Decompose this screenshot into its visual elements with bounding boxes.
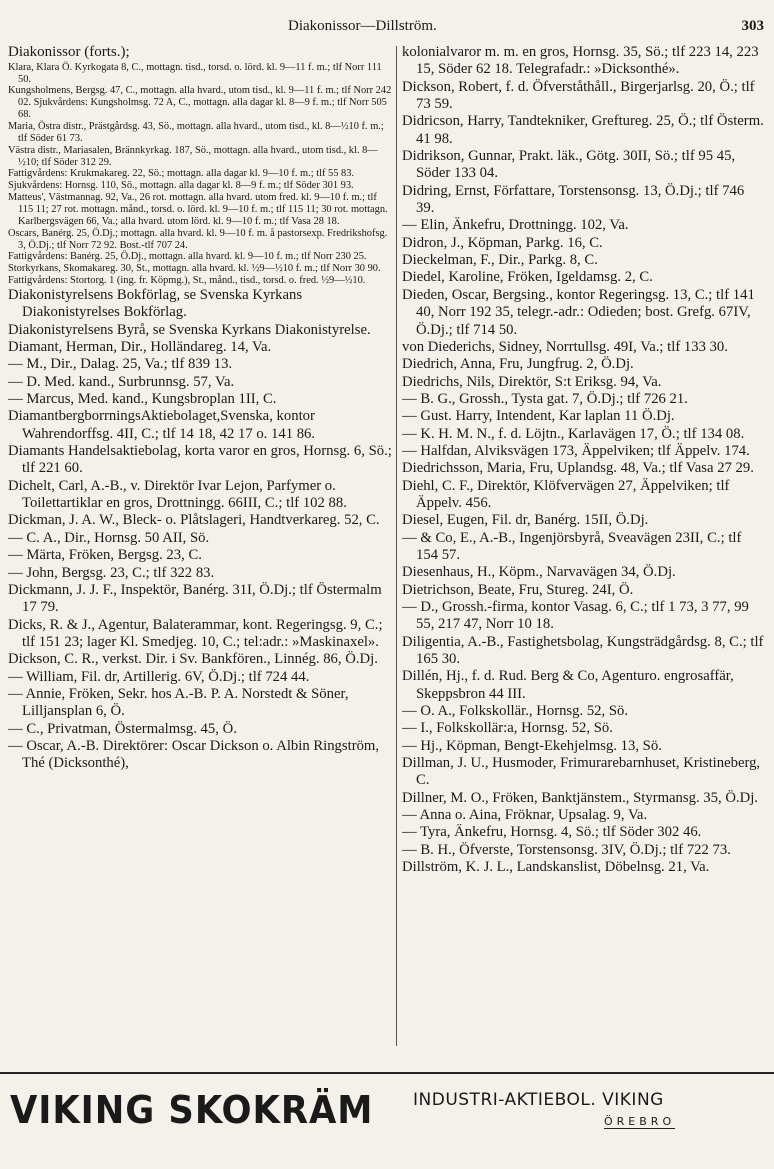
directory-entry: — Märta, Fröken, Bergsg. 23, C. bbox=[8, 547, 202, 564]
right-column bbox=[402, 44, 766, 1056]
directory-entry: Västra distr., Mariasalen, Brännkyrkag. 187, Sö., mottagn. alla hvard., utom tisd., kl. 8—½10; tlf Söder 312 29. bbox=[8, 144, 378, 168]
directory-entry: — B. H., Öfverste, Torstensonsg. 3IV, Ö.Dj.; tlf 722 73. bbox=[402, 841, 731, 858]
directory-entry: Klara, Klara Ö. Kyrkogata 8, C., mottagn. tisd., torsd. o. lörd. kl. 9—11 f. m.; tlf Norr 111 50. bbox=[8, 61, 382, 85]
directory-entry: — Hj., Köpman, Bengt-Ekehjelmsg. 13, Sö. bbox=[402, 737, 662, 754]
directory-entry: — D., Grossh.-firma, kontor Vasag. 6, C.; tlf 1 73, 3 77, 99 55, 217 47, Norr 10 18. bbox=[402, 599, 749, 633]
page-number: 303 bbox=[741, 18, 764, 34]
directory-entry: Fattigvårdens: Krukmakareg. 22, Sö.; mottagn. alla dagar kl. 9—10 f. m.; tlf 55 83. bbox=[8, 168, 355, 180]
directory-entry: — Marcus, Med. kand., Kungsbroplan 1II, C. bbox=[8, 391, 277, 408]
directory-entry: Dickmann, J. J. F., Inspektör, Banérg. 31I, Ö.Dj.; tlf Östermalm 17 79. bbox=[8, 581, 382, 616]
directory-entry: Fattigvårdens: Banérg. 25, Ö.Dj., mottagn. alla hvard. kl. 9—10 f. m.; tlf Norr 230 25. bbox=[8, 251, 367, 263]
directory-entry: Diedrichs, Nils, Direktör, S:t Eriksg. 94, Va. bbox=[402, 373, 662, 390]
directory-entry: Didron, J., Köpman, Parkg. 16, C. bbox=[402, 234, 603, 251]
directory-entry: Dickson, Robert, f. d. Öfverståthåll., Birgerjarlsg. 20, Ö.; tlf 73 59. bbox=[402, 78, 755, 113]
directory-entry: Diakonistyrelsens Byrå, se Svenska Kyrkans Diakonistyrelse. bbox=[8, 321, 371, 338]
directory-entry: von Diederichs, Sidney, Norrtullsg. 49I, Va.; tlf 133 30. bbox=[402, 338, 728, 355]
directory-entry: Diedel, Karoline, Fröken, Igeldamsg. 2, C. bbox=[402, 269, 653, 286]
directory-entry: Dillman, J. U., Husmoder, Frimurarebarnhuset, Kristineberg, C. bbox=[402, 755, 761, 789]
directory-entry: Dillén, Hj., f. d. Rud. Berg & Co, Agenturo. engrosaffär, Skeppsbron 44 III. bbox=[402, 668, 734, 702]
directory-entry: — Gust. Harry, Intendent, Kar laplan 11 Ö.Dj. bbox=[402, 408, 675, 425]
directory-entry: Diligentia, A.-B., Fastighetsbolag, Kungsträdgårdsg. 8, C.; tlf 165 30. bbox=[402, 633, 764, 668]
directory-entry: — C., Privatman, Östermalmsg. 45, Ö. bbox=[8, 720, 237, 737]
ad-brand: VIKING SKOKRÄM bbox=[10, 1088, 374, 1132]
directory-entry: kolonialvaror m. m. en gros, Hornsg. 35, Sö.; tlf 223 14, 223 15, Söder 62 18. Telegrafadr.: »Dicksonthé». bbox=[402, 44, 759, 78]
directory-entry: Diesenhaus, H., Köpm., Narvavägen 34, Ö.Dj. bbox=[402, 564, 676, 581]
directory-entry: Diakonissor (forts.); bbox=[8, 44, 130, 60]
directory-entry: Diehl, C. F., Direktör, Klöfvervägen 27, Äppelviken; tlf Äppelv. 456. bbox=[402, 477, 730, 511]
directory-entry: — Elin, Änkefru, Drottningg. 102, Va. bbox=[402, 217, 629, 234]
directory-entry: — D. Med. kand., Surbrunnsg. 57, Va. bbox=[8, 373, 235, 390]
directory-entry: — M., Dir., Dalag. 25, Va.; tlf 839 13. bbox=[8, 356, 233, 373]
directory-entry: Maria, Östra distr., Prästgårdsg. 43, Sö., mottagn. alla hvard., utom tisd., kl. 8—½10 f. m.; tlf Söder 61 73. bbox=[8, 120, 384, 144]
directory-entry: Sjukvårdens: Hornsg. 110, Sö., mottagn. alla dagar kl. 8—9 f. m.; tlf Söder 301 93. bbox=[8, 180, 354, 192]
directory-entry: Dietrichson, Beate, Fru, Stureg. 24I, Ö. bbox=[402, 581, 634, 598]
directory-entry: — Anna o. Aina, Fröknar, Upsalag. 9, Va. bbox=[402, 807, 648, 824]
directory-entry: Dieden, Oscar, Bergsing., kontor Regeringsg. 13, C.; tlf 141 40, Norr 192 35, telegr.-adr.: Odieden; bost. Grefg. 67IV, Ö.Dj.; tlf 714 50. bbox=[402, 286, 755, 338]
directory-entry: Diedrichsson, Maria, Fru, Uplandsg. 48, Va.; tlf Vasa 27 29. bbox=[402, 460, 754, 477]
directory-entry: — B. G., Grossh., Tysta gat. 7, Ö.Dj.; tlf 726 21. bbox=[402, 390, 688, 407]
ad-city: ÖREBRO bbox=[604, 1115, 676, 1128]
directory-entry: Dieckelman, F., Dir., Parkg. 8, C. bbox=[402, 252, 598, 269]
directory-entry: Didricson, Harry, Tandtekniker, Greftureg. 25, Ö.; tlf Österm. 41 98. bbox=[402, 113, 764, 147]
left-column bbox=[8, 44, 392, 1056]
directory-entry: Diamants Handelsaktiebolag, korta varor en gros, Hornsg. 6, Sö.; tlf 221 60. bbox=[8, 443, 392, 477]
directory-entry: Diamant, Herman, Dir., Holländareg. 14, Va. bbox=[8, 339, 272, 356]
directory-entry: Diesel, Eugen, Fil. dr, Banérg. 15II, Ö.Dj. bbox=[402, 512, 649, 529]
directory-entry: Didring, Ernst, Författare, Torstensonsg. 13, Ö.Dj.; tlf 746 39. bbox=[402, 182, 745, 217]
directory-entry: Dillner, M. O., Fröken, Banktjänstem., Styrmansg. 35, Ö.Dj. bbox=[402, 789, 758, 806]
running-title: Diakonissor—Dillström. bbox=[288, 18, 437, 34]
directory-entry: Dicks, R. & J., Agentur, Balaterammar, kont. Regeringsg. 9, C.; tlf 151 23; lager Kl. Smedjeg. 10, C.; tel:adr.: »Maskinaxel». bbox=[8, 616, 383, 650]
directory-entry: — Oscar, A.-B. Direktörer: Oscar Dickson o. Albin Ringström, Thé (Dicksonthé), bbox=[8, 737, 380, 772]
directory-entry: — Annie, Fröken, Sekr. hos A.-B. P. A. Norstedt & Söner, Lilljansplan 6, Ö. bbox=[8, 685, 349, 720]
directory-entry: Oscars, Banérg. 25, Ö.Dj.; mottagn. alla hvard. kl. 9—10 f. m. å pastorsexp. Fredrikshofsg. 3, Ö.Dj.; tlf Norr 72 92. Bost.-tlf 707 24. bbox=[8, 227, 388, 251]
directory-entry: Storkyrkans, Skomakareg. 30, St., mottagn. alla hvard. kl. ½9—½10 f. m.; tlf Norr 30 90. bbox=[8, 263, 381, 275]
directory-entry: — Halfdan, Alviksvägen 173, Äppelviken; tlf Äppelv. 174. bbox=[402, 442, 750, 459]
directory-entry: Didrikson, Gunnar, Prakt. läk., Götg. 30II, Sö.; tlf 95 45, Söder 133 04. bbox=[402, 148, 736, 182]
directory-entry: — I., Folkskollär:a, Hornsg. 52, Sö. bbox=[402, 720, 613, 737]
column-divider bbox=[396, 46, 397, 1046]
directory-entry: — C. A., Dir., Hornsg. 50 AII, Sö. bbox=[8, 529, 210, 546]
advertisement-banner bbox=[0, 1072, 774, 1134]
directory-entry: — John, Bergsg. 23, C.; tlf 322 83. bbox=[8, 564, 215, 581]
directory-entry: Diakonistyrelsens Bokförlag, se Svenska Kyrkans Diakonistyrelses Bokförlag. bbox=[8, 287, 303, 321]
directory-entry: Kungsholmens, Bergsg. 47, C., mottagn. alla hvard., utom tisd., kl. 9—11 f. m.; tlf Norr 242 02. Sjukvårdens: Kungsholmsg. 72 A, C., mottagn. alla dagar kl. 8—9 f. m.; tlf Norr 505 68. bbox=[8, 85, 392, 121]
directory-entry: — & Co, E., A.-B., Ingenjörsbyrå, Sveavägen 23II, C.; tlf 154 57. bbox=[402, 529, 742, 563]
directory-entry: Fattigvårdens: Stortorg. 1 (ing. fr. Köpmg.), St., månd., tisd., torsd. o. fred. ½9—½10. bbox=[8, 275, 366, 287]
directory-entry: Dickman, J. A. W., Bleck- o. Plåtslageri, Handtverkareg. 52, C. bbox=[8, 512, 380, 529]
directory-entry: Matteus', Västmannag. 92, Va., 26 rot. mottagn. alla hvard. utom fred. kl. 9—10 f. m.; tlf 115 11; 27 rot. mottagn. månd., torsd. o. lörd. kl. 9—10 f. m.; tlf 115 11; 30 rot. mottagn. Karlbergsvägen 66, Va.; alla hvard. utom lörd. kl. 9—10 f. m.; tlf Vasa 28 18. bbox=[8, 192, 388, 227]
directory-entry: — O. A., Folkskollär., Hornsg. 52, Sö. bbox=[402, 703, 629, 720]
directory-entry: — William, Fil. dr, Artillerig. 6V, Ö.Dj.; tlf 724 44. bbox=[8, 668, 310, 685]
directory-entry: Dichelt, Carl, A.-B., v. Direktör Ivar Lejon, Parfymer o. Toilettartiklar en gros, Drottningg. 66III, C.; tlf 102 88. bbox=[8, 477, 347, 512]
directory-entry: DiamantbergborrningsAktiebolaget,Svenska, kontor Wahrendorffsg. 4II, C.; tlf 14 18, 42 17 o. 141 86. bbox=[8, 408, 316, 442]
directory-entry: Dickson, C. R., verkst. Dir. i Sv. Bankfören., Linnég. 86, Ö.Dj. bbox=[8, 651, 378, 668]
page-header bbox=[0, 18, 774, 40]
directory-entry: — K. H. M. N., f. d. Löjtn., Karlavägen 17, Ö.; tlf 134 08. bbox=[402, 425, 745, 442]
directory-entry: — Tyra, Änkefru, Hornsg. 4, Sö.; tlf Söder 302 46. bbox=[402, 824, 702, 841]
ad-company: INDUSTRI-AKTIEBOL. VIKING bbox=[413, 1090, 664, 1110]
directory-entry: Diedrich, Anna, Fru, Jungfrug. 2, Ö.Dj. bbox=[402, 356, 634, 373]
directory-entry: Dillström, K. J. L., Landskanslist, Döbelnsg. 21, Va. bbox=[402, 859, 710, 876]
